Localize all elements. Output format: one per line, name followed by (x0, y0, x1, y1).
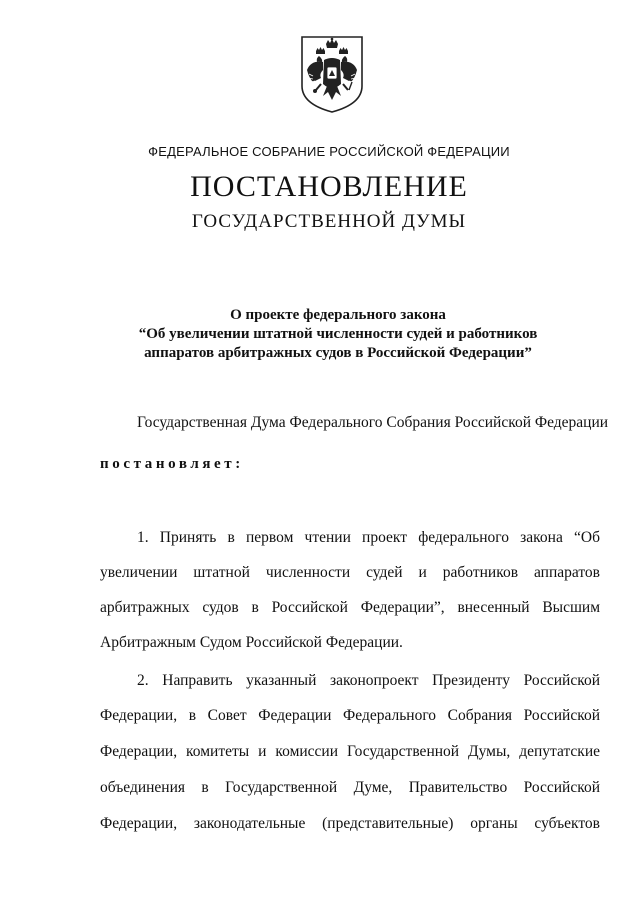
paragraph-1-line: Арбитражным Судом Российской Федерации. (100, 634, 403, 651)
preamble: Государственная Дума Федерального Собрания Российской Федерации (137, 414, 609, 431)
paragraph-2-line: 2. Направить указанный законопроект Президенту Российской (137, 672, 600, 689)
paragraph-2-line: Федерации, законодательные (представительные) органы субъектов (100, 815, 600, 832)
document-subject (0, 306, 640, 363)
doc-type-title: ПОСТАНОВЛЕНИЕ (190, 170, 468, 203)
subject-line: аппаратов арбитражных судов в Российской Федерации” (144, 345, 532, 361)
russian-coat-of-arms-icon (299, 34, 365, 114)
paragraph-2-line: Федерации, комитеты и комиссии Государственной Думы, депутатские (100, 743, 600, 760)
subject-line: О проекте федерального закона (230, 307, 446, 323)
paragraph-1-line: 1. Принять в первом чтении проект федерального закона “Об (137, 529, 600, 546)
paragraph-1-line: арбитражных судов в Российской Федерации”, внесенный Высшим (100, 599, 600, 616)
decree-word: постановляет: (100, 456, 244, 472)
doc-issuer-title: ГОСУДАРСТВЕННОЙ ДУМЫ (191, 211, 467, 232)
org-name: ФЕДЕРАЛЬНОЕ СОБРАНИЕ РОССИЙСКОЙ ФЕДЕРАЦИИ (148, 144, 510, 159)
paragraph-2-line: объединения в Государственной Думе, Правительство Российской (100, 779, 600, 796)
paragraph-2-line: Федерации, в Совет Федерации Федерального Собрания Российской (100, 707, 600, 724)
paragraph-1-line: увеличении штатной численности судей и работников аппаратов (100, 564, 600, 581)
subject-line: “Об увеличении штатной численности судей и работников (138, 326, 538, 342)
